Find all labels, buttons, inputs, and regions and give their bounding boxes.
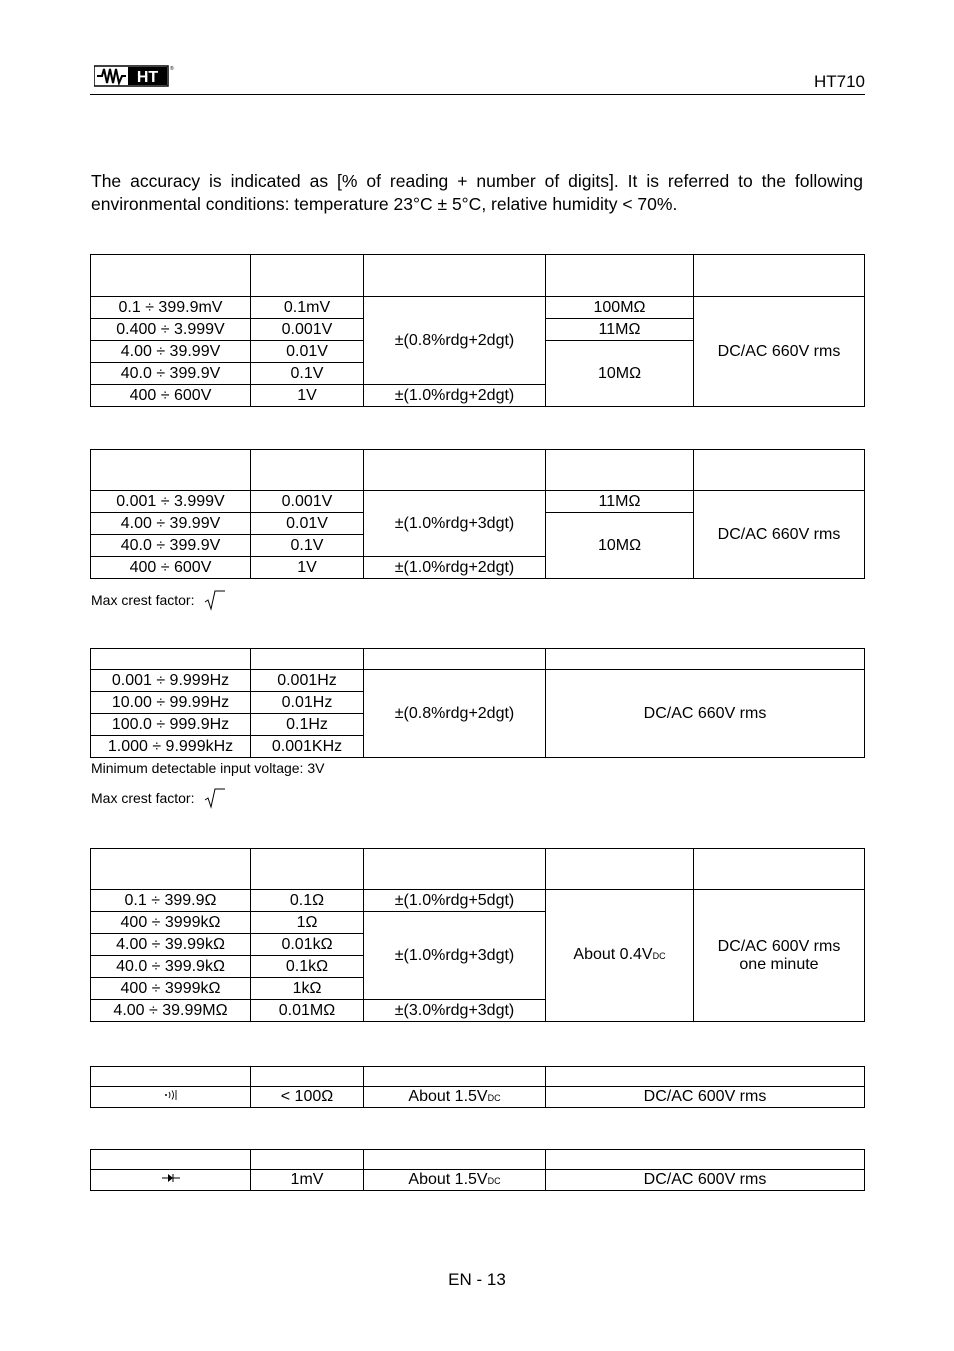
range-cell: 0.1 ÷ 399.9Ω: [91, 890, 251, 912]
protection-cell: DC/AC 660V rms: [694, 491, 865, 579]
table-row: [91, 890, 865, 912]
table-row: [91, 1087, 865, 1108]
range-cell: 4.00 ÷ 39.99V: [91, 513, 251, 535]
table-header-row: [91, 450, 865, 491]
accuracy-cell: ±(1.0%rdg+3dgt): [364, 912, 546, 1000]
resolution-cell: 0.01MΩ: [251, 1000, 364, 1022]
accuracy-cell: ±(1.0%rdg+5dgt): [364, 890, 546, 912]
resolution-cell: 0.1mV: [251, 297, 364, 319]
range-cell: 400 ÷ 3999kΩ: [91, 912, 251, 934]
accuracy-cell: ±(1.0%rdg+3dgt): [364, 491, 546, 557]
page-number: EN - 13: [448, 1270, 506, 1289]
resolution-cell: 0.1V: [251, 535, 364, 557]
resolution-cell: 0.01kΩ: [251, 934, 364, 956]
accuracy-cell: ±(1.0%rdg+2dgt): [364, 385, 546, 407]
dc-voltage-table: [90, 254, 865, 407]
ht-logo: [94, 62, 174, 93]
resolution-cell: 0.1V: [251, 363, 364, 385]
accuracy-cell: ±(3.0%rdg+3dgt): [364, 1000, 546, 1022]
range-cell: 40.0 ÷ 399.9V: [91, 363, 251, 385]
resolution-cell: 1V: [251, 385, 364, 407]
range-cell: 0.001 ÷ 3.999V: [91, 491, 251, 513]
range-cell: 0.400 ÷ 3.999V: [91, 319, 251, 341]
range-cell: 400 ÷ 600V: [91, 385, 251, 407]
continuity-table: [90, 1066, 865, 1108]
table-header-row: [91, 1150, 865, 1170]
impedance-cell: 10MΩ: [546, 513, 694, 579]
range-cell: 400 ÷ 3999kΩ: [91, 978, 251, 1000]
range-cell: 100.0 ÷ 999.9Hz: [91, 714, 251, 736]
table-header-row: [91, 1067, 865, 1087]
range-cell: 40.0 ÷ 399.9V: [91, 535, 251, 557]
test-voltage-cell: About 1.5VDC: [364, 1170, 546, 1191]
resolution-cell: 0.1Hz: [251, 714, 364, 736]
table-header-row: [91, 849, 865, 890]
range-cell: 4.00 ÷ 39.99MΩ: [91, 1000, 251, 1022]
resolution-cell: 0.001V: [251, 319, 364, 341]
resolution-cell: 0.01V: [251, 341, 364, 363]
accuracy-cell: ±(0.8%rdg+2dgt): [364, 670, 546, 758]
table-row: [91, 670, 865, 692]
buzzer-icon: [163, 1088, 179, 1105]
protection-cell: DC/AC 660V rms: [546, 670, 865, 758]
resolution-cell: 0.1Ω: [251, 890, 364, 912]
resolution-cell: 1V: [251, 557, 364, 579]
table-header-row: [91, 255, 865, 297]
svg-text:HT: HT: [136, 69, 159, 86]
table-row: [91, 1170, 865, 1191]
table-row: [91, 297, 865, 319]
range-cell: 40.0 ÷ 399.9kΩ: [91, 956, 251, 978]
resolution-cell: 1mV: [251, 1170, 364, 1191]
accuracy-cell: ±(1.0%rdg+2dgt): [364, 557, 546, 579]
function-cell: [91, 1170, 251, 1191]
resolution-cell: 0.001Hz: [251, 670, 364, 692]
impedance-cell: 10MΩ: [546, 341, 694, 407]
protection-cell: DC/AC 600V rms one minute: [694, 890, 865, 1022]
resolution-cell: 0.01V: [251, 513, 364, 535]
diode-icon: [161, 1171, 181, 1188]
range-cell: 10.00 ÷ 99.99Hz: [91, 692, 251, 714]
range-cell: 400 ÷ 600V: [91, 557, 251, 579]
crest-factor-note: Max crest factor:: [91, 787, 226, 812]
resolution-cell: 0.1kΩ: [251, 956, 364, 978]
crest-factor-note: Max crest factor:: [91, 589, 226, 614]
accuracy-intro: The accuracy is indicated as [% of reading + number of digits]. It is referred to the following environmental conditions: temperature 23°C ± 5°C, relative humidity < 70%.: [91, 171, 863, 214]
min-input-note: Minimum detectable input voltage: 3V: [91, 760, 325, 776]
resolution-cell: 0.01Hz: [251, 692, 364, 714]
resolution-cell: 1Ω: [251, 912, 364, 934]
svg-text:®: ®: [170, 66, 174, 72]
sqrt-icon: [204, 787, 226, 812]
test-voltage-cell: About 1.5VDC: [364, 1087, 546, 1108]
resolution-cell: 1kΩ: [251, 978, 364, 1000]
accuracy-cell: ±(0.8%rdg+2dgt): [364, 297, 546, 385]
impedance-cell: 11MΩ: [546, 491, 694, 513]
range-cell: 0.001 ÷ 9.999Hz: [91, 670, 251, 692]
range-cell: 1.000 ÷ 9.999kHz: [91, 736, 251, 758]
table-header-row: [91, 649, 865, 670]
diode-table: [90, 1149, 865, 1191]
sqrt-icon: [204, 589, 226, 614]
function-cell: [91, 1087, 251, 1108]
protection-cell: DC/AC 660V rms: [694, 297, 865, 407]
ac-voltage-table: [90, 449, 865, 579]
resistance-table: [90, 848, 865, 1022]
protection-cell: DC/AC 600V rms: [546, 1087, 865, 1108]
impedance-cell: 100MΩ: [546, 297, 694, 319]
table-row: [91, 491, 865, 513]
range-cell: 4.00 ÷ 39.99kΩ: [91, 934, 251, 956]
protection-cell: DC/AC 600V rms: [546, 1170, 865, 1191]
range-cell: 0.1 ÷ 399.9mV: [91, 297, 251, 319]
range-cell: 4.00 ÷ 39.99V: [91, 341, 251, 363]
threshold-cell: < 100Ω: [251, 1087, 364, 1108]
impedance-cell: 11MΩ: [546, 319, 694, 341]
model-name: HT710: [813, 72, 865, 91]
frequency-table: [90, 648, 865, 758]
resolution-cell: 0.001KHz: [251, 736, 364, 758]
resolution-cell: 0.001V: [251, 491, 364, 513]
test-voltage-cell: About 0.4VDC: [546, 890, 694, 1022]
page-header: [90, 60, 865, 95]
